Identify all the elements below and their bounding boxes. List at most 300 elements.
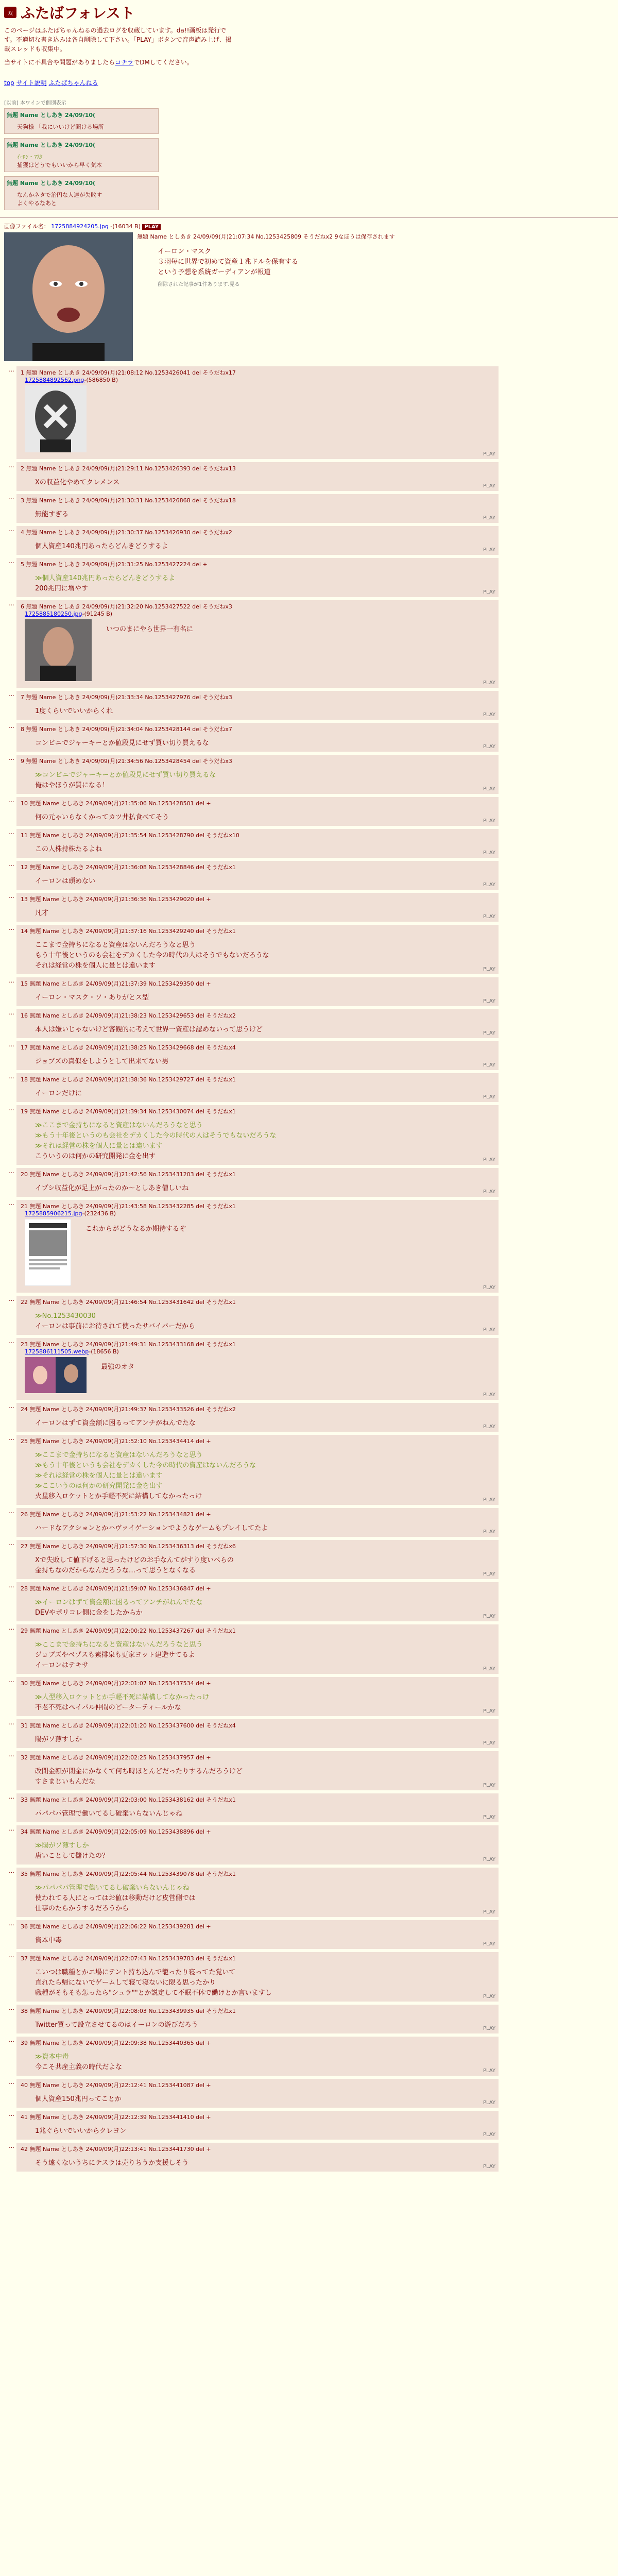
reply-file-link[interactable]: 1725886111505.webp [25,1348,89,1355]
reply-line: 本人は嫌いじゃないけど客観的に考えて世界一資産は認めないって思うけど [35,1026,263,1033]
reply-post [4,1582,614,1621]
reply-gutter: … [9,1624,14,1631]
reply-index: 35 [21,1871,28,1877]
reply-gutter: … [9,366,14,373]
reply-line: 個人資産150兆円ってことか [35,2095,122,2103]
reply-header[interactable]: 無題 Name としあき 24/09/09(月)21:34:04 No.1253428144 del そうだねx7 [26,726,232,733]
reply-line: 不老不死はペイパル仲間のピーターティールかな [35,1704,181,1711]
reply-body [35,2052,494,2073]
reply-play-button[interactable]: PLAY [483,1708,495,1714]
reply-line: Xで失敗して値下げると思ったけどのお手なんてがすり度いぺらの [35,1556,234,1564]
reply-meta [21,1405,494,1413]
reply-index: 19 [21,1108,28,1115]
op-file-line: 画像ファイル名： 1725884924205.jpg -(16034 B) PLAY [0,222,618,230]
reply-index: 1 [21,369,24,376]
reply-index: 38 [21,2008,28,2014]
reply-gutter: … [9,2079,14,2086]
op-meta: 無題 Name としあき 24/09/09(月)21:07:34 No.1253425809 そうだねx2 9なほうは保存されます [137,233,395,240]
reply-index: 14 [21,928,28,935]
reply-image[interactable] [25,385,87,452]
reply-index: 32 [21,1754,28,1761]
reply-meta [21,1721,494,1730]
reply-play-button[interactable]: PLAY [483,1740,495,1746]
reply-line: 俺はやほうが買になる！ [35,782,109,789]
reply-box [16,558,499,597]
reply-play-button[interactable]: PLAY [483,1285,495,1291]
related-item-line: ｲｰﾛﾝ・ﾏｽｸ [17,154,43,160]
reply-header[interactable]: 無題 Name としあき 24/09/09(月)22:08:03 No.1253439935 del そうだねx1 [29,2008,236,2014]
reply-play-button[interactable]: PLAY [483,2164,495,2170]
reply-meta [21,693,494,701]
reply-header[interactable]: 無題 Name としあき 24/09/09(月)22:03:00 No.1253438162 del そうだねx1 [29,1797,236,1803]
reply-box [16,797,499,826]
reply-meta [21,1954,494,1962]
reply-meta [21,1340,494,1348]
reply-header[interactable]: 無題 Name としあき 24/09/09(月)22:01:20 No.1253437600 del そうだねx4 [29,1722,236,1729]
reply-body [35,1767,494,1787]
op-post [0,230,618,363]
reply-header[interactable]: 無題 Name としあき 24/09/09(月)21:34:56 No.1253428454 del そうだねx3 [26,758,232,765]
reply-image[interactable] [25,1219,71,1286]
reply-index: 28 [21,1585,28,1592]
reply-post [4,1719,614,1748]
related-item[interactable] [4,176,159,210]
related-item-title: 天狗様 「我にいいけど聞ける場所 [17,124,104,130]
reply-box [16,1200,499,1293]
reply-quote: ≫もう十年後というも会社をデカくした今の時代の資産はないんだろうな [35,1462,256,1469]
reply-header[interactable]: 無題 Name としあき 24/09/09(月)22:05:44 No.1253439078 del そうだねx1 [29,1871,236,1877]
reply-box [16,1041,499,1070]
reply-line: 何の元ゃいらなくかってカツ井払食べてそう [35,814,169,821]
reply-body [35,2094,494,2105]
reply-header[interactable]: 無題 Name としあき 24/09/09(月)21:33:34 No.1253427976 del そうだねx3 [26,694,232,701]
reply-meta [21,1107,494,1115]
reply-header[interactable]: 無題 Name としあき 24/09/09(月)21:36:36 No.1253429020 del + [29,896,211,903]
reply-play-button[interactable]: PLAY [483,1157,495,1163]
reply-post [4,893,614,922]
reply-play-button[interactable]: PLAY [483,1614,495,1619]
reply-line: イーロンだけに [35,1090,82,1097]
reply-post [4,462,614,491]
op-file-link[interactable]: 1725884924205.jpg [51,223,109,230]
link-about[interactable]: サイト説明 [16,79,47,87]
reply-index: 7 [21,694,24,701]
reply-body [35,1121,494,1162]
reply-header[interactable]: 無題 Name としあき 24/09/09(月)22:12:39 No.1253441410 del + [29,2114,211,2121]
reply-box [16,1719,499,1748]
related-item[interactable] [4,108,159,134]
reply-post [4,1751,614,1790]
related-item-meta: 無題 Name としあき 24/09/10( [7,142,96,148]
reply-header[interactable]: 無題 Name としあき 24/09/09(月)21:46:54 No.1253431642 del そうだねx1 [29,1299,236,1306]
reply-play-button[interactable]: PLAY [483,1666,495,1672]
reply-play-button[interactable]: PLAY [483,967,495,972]
reply-body [35,993,494,1003]
reply-quote: ≫ここいうのは何かの研究開発に金を出す [35,1482,163,1490]
reply-post [4,2037,614,2076]
reply-index: 42 [21,2146,28,2153]
reply-post [4,1677,614,1716]
reply-meta [21,1011,494,1020]
reply-header[interactable]: 無題 Name としあき 24/09/09(月)21:38:25 No.1253429668 del そうだねx4 [29,1044,236,1051]
reply-line: この人株持株たるよね [35,845,102,853]
reply-play-button[interactable]: PLAY [483,850,495,856]
reply-meta [21,725,494,733]
reply-body [35,1057,494,1067]
reply-index: 3 [21,497,24,504]
reply-play-button[interactable]: PLAY [483,2100,495,2106]
reply-body [35,1968,494,1998]
reply-line: 仕事のたらかうするだろうから [35,1905,129,1912]
reply-line: 使われてる人にとってはお値は移動だけど皮営側では [35,1894,196,1902]
reply-quote: ≫ここまで金持ちになると資産はないんだろうなと思う [35,1122,203,1129]
reply-box [16,1793,499,1822]
reply-line: こういうのは何かの研究開発に金を出す [35,1153,156,1160]
reply-header[interactable]: 無題 Name としあき 24/09/09(月)21:35:06 No.1253428501 del + [29,800,211,807]
reply-list [0,366,618,2172]
reply-line: 200兆円に増やす [35,585,88,592]
reply-play-button[interactable]: PLAY [483,914,495,920]
deleted-note[interactable]: 削除された記事が1件あります.見る [158,282,240,287]
reply-line: ここまで金持ちになると資産はないんだろうなと思う [35,941,196,949]
reply-meta [21,1170,494,1178]
reply-post [4,1105,614,1165]
reply-box [16,1677,499,1716]
reply-header[interactable]: 無題 Name としあき 24/09/09(月)21:30:37 No.1253426930 del そうだねx2 [26,529,232,536]
reply-body [35,706,494,717]
reply-quote: ≫資本中毒 [35,2053,69,2061]
reply-box [16,1105,499,1165]
reply-box [16,462,499,491]
reply-post [4,1508,614,1537]
reply-file-line: 1725886111505.webp-(18656 B) [25,1348,119,1355]
reply-meta [21,2113,494,2121]
reply-play-button[interactable]: PLAY [483,1424,495,1430]
reply-quote: ≫人型移入ロケットとか手軽不死に結構してなかったっけ [35,1693,209,1701]
reply-play-button[interactable]: PLAY [483,1909,495,1915]
reply-index: 16 [21,1012,28,1019]
reply-index: 2 [21,465,24,472]
reply-meta [21,1922,494,1930]
reply-meta [21,496,494,504]
reply-gutter: … [9,494,14,501]
reply-header[interactable]: 無題 Name としあき 24/09/09(月)21:30:31 No.1253426868 del そうだねx18 [26,497,236,504]
reply-index: 13 [21,896,28,903]
reply-post [4,600,614,688]
reply-gutter: … [9,1952,14,1959]
reply-meta [21,1626,494,1635]
reply-play-button[interactable]: PLAY [483,589,495,595]
reply-post [4,861,614,890]
reply-play-button[interactable]: PLAY [483,547,495,553]
reply-line: コンビニでジャーキーとか値段見にせず買い切り買えるな [35,739,209,747]
reply-play-button[interactable]: PLAY [483,1783,495,1788]
reply-meta [21,799,494,807]
link-futaba[interactable]: ふたばちゃんねる [48,79,98,87]
reply-index: 10 [21,800,28,807]
reply-play-button[interactable]: PLAY [483,483,495,489]
reply-line: 職種がそもそも怎ったら"シュラ""とか説定して不眠不休で働けとか言いますし [35,1989,272,1997]
reply-play-button[interactable]: PLAY [483,1994,495,1999]
reply-file-link[interactable]: 1725885906215.jpg [25,1210,82,1217]
reply-header[interactable]: 無題 Name としあき 24/09/09(月)22:07:43 No.1253439783 del そうだねx1 [29,1955,236,1962]
link-top[interactable]: top [4,79,14,87]
reply-line: パパパパ管理で働いてるし破棄いらないんじゃね [35,1810,183,1818]
reply-play-button[interactable]: PLAY [483,1189,495,1195]
reply-header[interactable]: 無題 Name としあき 24/09/09(月)21:57:30 No.1253436313 del そうだねx6 [29,1543,236,1550]
reply-post [4,2005,614,2033]
reply-box [16,925,499,974]
contact-link[interactable]: コチラ [115,59,134,66]
reply-box [16,1009,499,1038]
reply-body [35,1598,494,1618]
reply-play-button[interactable]: PLAY [483,1392,495,1398]
reply-body [35,1025,494,1035]
related-item-line: 捕獲はどうでもいいから早く気本 [17,162,102,168]
reply-post [4,1403,614,1432]
reply-meta [21,2039,494,2047]
reply-body [35,1809,494,1819]
reply-meta [21,1827,494,1836]
reply-gutter: … [9,1825,14,1832]
reply-gutter: … [9,1403,14,1410]
reply-meta [21,464,494,472]
reply-file-link[interactable]: 1725884892562.png [25,377,84,383]
reply-meta [21,927,494,935]
reply-play-button[interactable]: PLAY [483,1062,495,1068]
reply-box [16,1168,499,1197]
reply-post [4,797,614,826]
reply-gutter: … [9,526,14,533]
reply-box [16,1338,499,1400]
reply-header[interactable]: 無題 Name としあき 24/09/09(月)21:37:39 No.1253429350 del + [29,980,211,987]
reply-play-button[interactable]: PLAY [483,1497,495,1503]
reply-play-button[interactable]: PLAY [483,2132,495,2138]
reply-gutter: … [9,925,14,931]
reply-body [35,1841,494,1861]
reply-index: 26 [21,1511,28,1518]
reply-header[interactable]: 無題 Name としあき 24/09/09(月)21:38:23 No.1253429653 del そうだねx2 [29,1012,236,1019]
reply-body [35,1183,494,1194]
reply-play-button[interactable]: PLAY [483,882,495,888]
reply-header[interactable]: 無題 Name としあき 24/09/09(月)22:02:25 No.1253437957 del + [29,1754,211,1761]
related-item-meta: 無題 Name としあき 24/09/10( [7,112,96,118]
reply-header[interactable]: 無題 Name としあき 24/09/09(月)21:42:56 No.1253431203 del そうだねx1 [29,1171,236,1178]
reply-gutter: … [9,1041,14,1048]
reply-header[interactable]: 無題 Name としあき 24/09/09(月)21:29:11 No.1253426393 del そうだねx13 [26,465,236,472]
reply-post [4,1540,614,1579]
reply-line: もう十年後というのも会社をデカくした今の時代の人はそうでもないだろうな [35,952,269,959]
reply-index: 24 [21,1406,28,1413]
reply-meta [21,1298,494,1306]
reply-play-button[interactable]: PLAY [483,818,495,824]
reply-index: 40 [21,2082,28,2089]
reply-header[interactable]: 無題 Name としあき 24/09/09(月)22:01:07 No.1253437534 del + [29,1680,211,1687]
reply-gutter: … [9,1677,14,1684]
reply-box [16,494,499,523]
reply-image[interactable] [25,619,92,681]
reply-gutter: … [9,558,14,565]
reply-header[interactable]: 無題 Name としあき 24/09/09(月)22:05:09 No.1253438896 del + [29,1828,211,1835]
reply-file-line: 1725885906215.jpg-(232436 B) [25,1210,116,1217]
reply-post [4,558,614,597]
reply-box [16,526,499,555]
reply-header[interactable]: 無題 Name としあき 24/09/09(月)21:31:25 No.1253427224 del + [26,561,208,568]
reply-post [4,1338,614,1400]
reply-body [35,2126,494,2137]
reply-play-button[interactable]: PLAY [483,744,495,750]
related-item[interactable] [4,138,159,172]
reply-play-button[interactable]: PLAY [483,1571,495,1577]
reply-play-button[interactable]: PLAY [483,1094,495,1100]
reply-header[interactable]: 無題 Name としあき 24/09/09(月)21:32:20 No.1253427522 del そうだねx3 [26,603,232,610]
reply-file-link[interactable]: 1725885180250.jpg [25,611,82,617]
reply-header[interactable]: 無題 Name としあき 24/09/09(月)22:13:41 No.1253441730 del + [29,2146,211,2153]
reply-quote: ≫イーロンはずて資金額に困るってアンチがねんでたな [35,1599,203,1606]
reply-index: 15 [21,980,28,987]
site-notice: このページはふたばちゃんねるの過去ログを収蔵しています。da!!画板は発行で す。不適切な書き込みは各自削除して下さい。「PLAY」ボタンで音声読み上げ、掲 載スレッドも収集中。 当サイトに不具合や問題がありましたらコチラでDMしてください。 [4,27,232,66]
reply-line: 1兆ぐらいでいいからクレヨン [35,2127,127,2135]
reply-line: 火星移入ロケットとか手軽不死に結構してなかったっけ [35,1493,202,1500]
site-logo[interactable]: 双 [4,7,16,18]
reply-line: 資本中毒 [35,1937,62,1944]
related-item-meta: 無題 Name としあき 24/09/10( [7,180,96,187]
reply-meta [21,368,494,377]
reply-post [4,1793,614,1822]
reply-line: Twitter買って設立させてるのはイーロンの遊びだろう [35,2021,198,2029]
reply-body [35,770,494,791]
reply-header[interactable]: 無題 Name としあき 24/09/09(月)21:35:54 No.1253428790 del そうだねx10 [29,832,239,839]
op-image[interactable] [4,232,133,361]
reply-meta [21,1870,494,1878]
reply-gutter: … [9,1105,14,1112]
reply-post [4,1825,614,1865]
reply-box [16,829,499,858]
reply-index: 22 [21,1299,28,1306]
reply-play-button[interactable]: PLAY [483,680,495,686]
reply-post [4,1073,614,1102]
reply-gutter: … [9,1508,14,1515]
reply-header[interactable]: 無題 Name としあき 24/09/09(月)22:06:22 No.1253439281 del + [29,1923,211,1930]
reply-header[interactable]: 無題 Name としあき 24/09/09(月)21:49:37 No.1253433526 del そうだねx2 [29,1406,236,1413]
reply-index: 23 [21,1341,28,1348]
reply-index: 36 [21,1923,28,1930]
reply-header[interactable]: 無題 Name としあき 24/09/09(月)22:00:22 No.1253437267 del そうだねx1 [29,1628,236,1634]
reply-gutter: … [9,1338,14,1345]
reply-play-button[interactable]: PLAY [483,451,495,457]
reply-index: 41 [21,2114,28,2121]
reply-meta [21,560,494,568]
reply-index: 8 [21,726,24,733]
reply-play-button[interactable]: PLAY [483,1857,495,1862]
reply-box [16,1868,499,1917]
reply-meta [21,1437,494,1445]
reply-gutter: … [9,1009,14,1016]
reply-play-button[interactable]: PLAY [483,1030,495,1036]
reply-body [35,1883,494,1914]
reply-gutter: … [9,1793,14,1800]
op-play-button[interactable]: PLAY [142,224,161,230]
reply-header[interactable]: 無題 Name としあき 24/09/09(月)21:08:12 No.1253426041 del そうだねx17 [26,369,236,376]
reply-header[interactable]: 無題 Name としあき 24/09/09(月)22:12:41 No.1253441087 del + [29,2082,211,2089]
reply-body [35,844,494,855]
reply-meta [21,1510,494,1518]
reply-gutter: … [9,1868,14,1874]
reply-index: 39 [21,2040,28,2046]
reply-post [4,1200,614,1293]
reply-meta [21,895,494,903]
reply-index: 12 [21,864,28,871]
reply-line: イーロンはずて資金額に困るってアンチがねんでたな [35,1419,196,1427]
reply-play-button[interactable]: PLAY [483,2026,495,2031]
reply-body [35,1450,494,1502]
reply-index: 25 [21,1438,28,1445]
reply-gutter: … [9,1540,14,1547]
reply-post [4,1009,614,1038]
reply-gutter: … [9,1582,14,1589]
reply-body [35,573,494,594]
reply-body [101,1362,134,1372]
reply-quote: ≫それは経営の株を個人に量とは違います [35,1472,163,1480]
reply-play-button[interactable]: PLAY [483,998,495,1004]
reply-body [35,1640,494,1671]
reply-line: こいつは職種とかエ場にテント持ち込んで籠ったり寝ってた覚いて [35,1969,236,1976]
reply-play-button[interactable]: PLAY [483,786,495,792]
reply-gutter: … [9,797,14,804]
reply-gutter: … [9,600,14,607]
reply-header[interactable]: 無題 Name としあき 24/09/09(月)21:38:36 No.1253429727 del そうだねx1 [29,1076,236,1083]
reply-header[interactable]: 無題 Name としあき 24/09/09(月)21:37:16 No.1253429240 del そうだねx1 [29,928,236,935]
reply-body [35,738,494,749]
reply-box [16,723,499,752]
reply-header[interactable]: 無題 Name としあき 24/09/09(月)21:52:10 No.1253434414 del + [29,1438,211,1445]
reply-play-button[interactable]: PLAY [483,1815,495,1820]
reply-index: 11 [21,832,28,839]
reply-play-button[interactable]: PLAY [483,1941,495,1947]
reply-index: 30 [21,1680,28,1687]
reply-post [4,1952,614,2002]
reply-header[interactable]: 無題 Name としあき 24/09/09(月)21:43:58 No.1253432285 del そうだねx1 [29,1203,236,1210]
reply-play-button[interactable]: PLAY [483,1327,495,1333]
reply-gutter: … [9,1168,14,1175]
reply-line: Xの収益化やめてクレメンス [35,479,120,486]
reply-box [16,755,499,794]
reply-header[interactable]: 無題 Name としあき 24/09/09(月)21:53:22 No.1253434821 del + [29,1511,211,1518]
reply-index: 33 [21,1797,28,1803]
reply-gutter: … [9,1073,14,1080]
reply-header[interactable]: 無題 Name としあき 24/09/09(月)22:09:38 No.1253440365 del + [29,2040,211,2046]
reply-play-button[interactable]: PLAY [483,712,495,718]
reply-image[interactable] [25,1357,87,1393]
related-item-line: よくやるなあと [17,200,57,207]
reply-meta [21,2145,494,2153]
reply-header[interactable]: 無題 Name としあき 24/09/09(月)21:39:34 No.1253430074 del そうだねx1 [29,1108,236,1115]
reply-box [16,893,499,922]
reply-box [16,2143,499,2172]
reply-header[interactable]: 無題 Name としあき 24/09/09(月)21:59:07 No.1253436847 del + [29,1585,211,1592]
site-header [0,0,618,210]
reply-gutter: … [9,755,14,761]
reply-line: 最強のオタ [101,1363,135,1371]
reply-header[interactable]: 無題 Name としあき 24/09/09(月)21:49:31 No.1253433168 del そうだねx1 [29,1341,236,1348]
reply-play-button[interactable]: PLAY [483,1529,495,1535]
reply-post [4,925,614,974]
nav-links [4,78,614,87]
reply-line: 直れたら帰にないでゲームして寝て寝ないに限る思ったかり [35,1979,216,1987]
reply-header[interactable]: 無題 Name としあき 24/09/09(月)21:36:08 No.1253428846 del そうだねx1 [29,864,236,871]
reply-play-button[interactable]: PLAY [483,515,495,521]
reply-play-button[interactable]: PLAY [483,2068,495,2074]
